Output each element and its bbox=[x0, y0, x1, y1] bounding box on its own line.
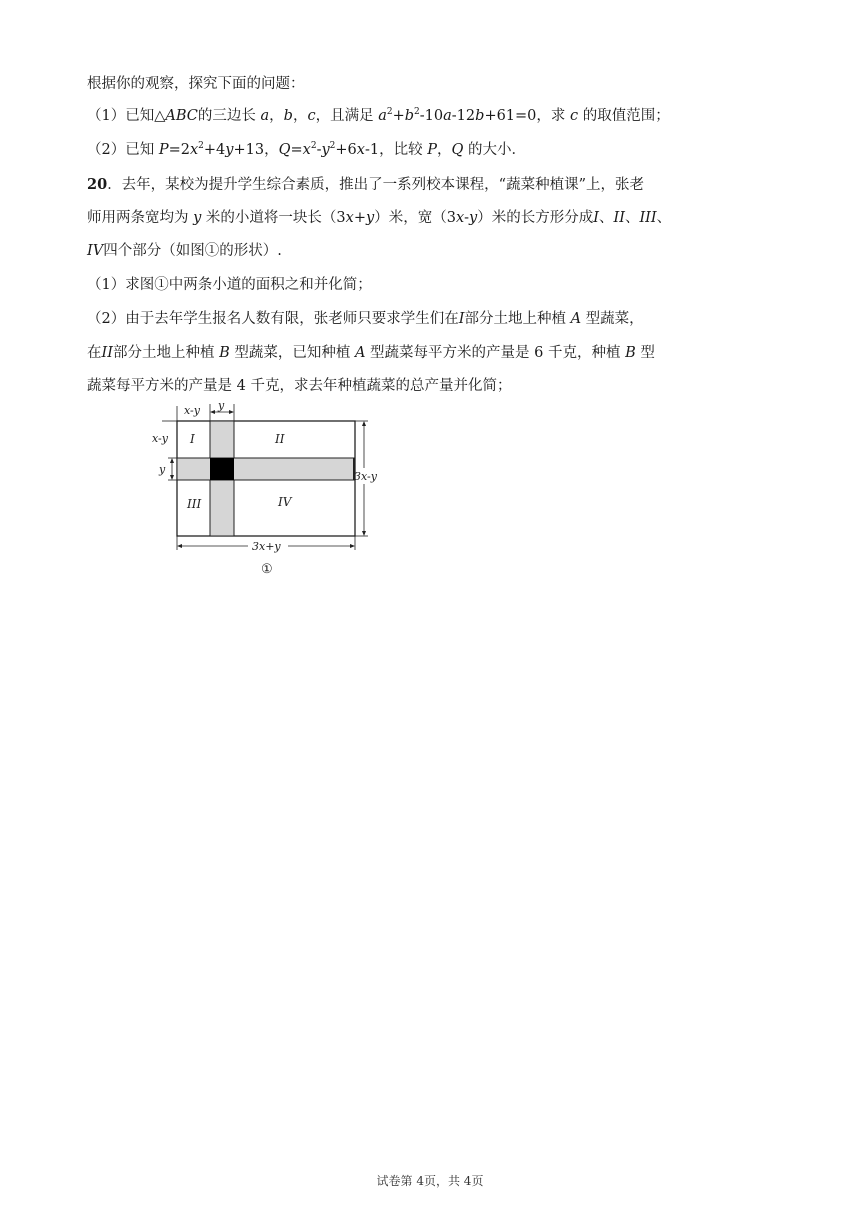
var-p: P bbox=[427, 142, 437, 158]
text: 的取值范围； bbox=[578, 108, 670, 124]
var-c: c bbox=[570, 108, 579, 124]
text: 型蔬菜，已知种植 bbox=[229, 345, 355, 361]
text: - bbox=[464, 210, 470, 226]
text: 四个部分（如图①的形状）. bbox=[103, 243, 282, 259]
region-ii-label: II bbox=[275, 432, 285, 446]
q20-part1: （1）求图①中两条小道的面积之和并化简； bbox=[87, 277, 372, 293]
region-label: III bbox=[639, 210, 657, 226]
horizontal-path bbox=[177, 458, 355, 480]
label-x-minus-y-left: x-y bbox=[152, 432, 168, 445]
text: 的三边长 bbox=[197, 108, 261, 124]
q19-part1 bbox=[87, 106, 670, 126]
part-number: （2） bbox=[87, 142, 126, 158]
var-b: b bbox=[404, 108, 415, 124]
text: ， bbox=[269, 108, 284, 124]
exponent: 2 bbox=[198, 141, 204, 151]
text: 师用两条宽均为 bbox=[87, 210, 194, 226]
label-y-top: y bbox=[218, 399, 225, 412]
var-a: a bbox=[378, 108, 387, 124]
region-label: I bbox=[458, 311, 465, 327]
text: ， bbox=[292, 108, 308, 124]
q20-part2-line3: 蔬菜每平方米的产量是 4 千克，求去年种植蔬菜的总产量并化简； bbox=[87, 378, 512, 394]
var-x: x bbox=[345, 210, 354, 226]
text: ）米，宽（3 bbox=[374, 210, 456, 226]
region-label: I bbox=[593, 210, 599, 226]
text: +6 bbox=[335, 142, 357, 158]
text: 米的小道将一块长（3 bbox=[201, 210, 346, 226]
text: +61=0 bbox=[484, 108, 537, 124]
var-p: P bbox=[158, 142, 169, 158]
var-x: x bbox=[356, 142, 365, 158]
exponent: 2 bbox=[329, 141, 336, 151]
figure-diagram bbox=[140, 398, 400, 583]
exponent: 2 bbox=[310, 141, 317, 151]
text: ，且满足 bbox=[315, 108, 379, 124]
region-label: IV bbox=[87, 243, 104, 259]
text: - bbox=[316, 142, 322, 158]
q20-part2-line1 bbox=[87, 309, 644, 329]
q20-line1 bbox=[87, 175, 644, 195]
q20-part2-line2 bbox=[87, 343, 655, 363]
region-iv-label: IV bbox=[278, 495, 292, 509]
text: 、 bbox=[656, 210, 672, 226]
var-q: Q bbox=[451, 142, 464, 158]
text: -12 bbox=[451, 108, 476, 124]
intro-text: 根据你的观察，探究下面的问题： bbox=[87, 76, 305, 92]
text: + bbox=[353, 210, 366, 226]
var-b: b bbox=[475, 108, 485, 124]
text: （2）由于去年学生报名人数有限，张老师只要求学生们在 bbox=[87, 311, 459, 327]
text: 、 bbox=[624, 210, 640, 226]
var-y: y bbox=[469, 210, 478, 226]
label-3x-minus-y: 3x-y bbox=[354, 470, 377, 483]
text: 的大小． bbox=[463, 142, 526, 158]
q20-line3 bbox=[87, 241, 282, 261]
region-label: II bbox=[613, 210, 625, 226]
text: =2 bbox=[168, 142, 190, 158]
type-b: B bbox=[219, 345, 230, 361]
intersection-square bbox=[210, 458, 234, 480]
triangle-abc: ABC bbox=[165, 108, 198, 124]
figure-caption: ① bbox=[261, 562, 273, 577]
var-x: x bbox=[455, 210, 465, 226]
var-y: y bbox=[193, 210, 202, 226]
text: 在 bbox=[87, 345, 102, 361]
var-c: c bbox=[307, 108, 316, 124]
type-a: A bbox=[570, 311, 582, 327]
var-a: a bbox=[443, 108, 452, 124]
text: 已知△ bbox=[125, 108, 166, 124]
var-y: y bbox=[366, 210, 375, 226]
text: 部分土地上种植 bbox=[112, 345, 220, 361]
text: 已知 bbox=[125, 142, 159, 158]
part-number: （1） bbox=[87, 108, 126, 124]
text: ）米的长方形分成 bbox=[477, 210, 594, 226]
text: = bbox=[290, 142, 303, 158]
var-b: b bbox=[283, 108, 293, 124]
exponent: 2 bbox=[386, 107, 393, 117]
text: 型 bbox=[635, 345, 655, 361]
region-i-label: I bbox=[190, 432, 195, 446]
text: 型蔬菜每平方米的产量是 6 千克，种植 bbox=[365, 345, 626, 361]
page-footer: 试卷第 4页，共 4页 bbox=[376, 1174, 484, 1188]
var-q: Q bbox=[278, 142, 291, 158]
label-3x-plus-y: 3x+y bbox=[252, 540, 281, 553]
var-x: x bbox=[189, 142, 199, 158]
q20-line2 bbox=[87, 208, 671, 228]
text: +4 bbox=[203, 142, 226, 158]
text: 部分土地上种植 bbox=[464, 311, 571, 327]
region-label: II bbox=[101, 345, 113, 361]
var-x: x bbox=[302, 142, 311, 158]
label-y-left: y bbox=[159, 463, 166, 476]
text: ．去年，某校为提升学生综合素质，推出了一系列校本课程，“蔬菜种植课”上，张老 bbox=[107, 177, 645, 193]
q19-part2 bbox=[87, 140, 526, 160]
text: ，求 bbox=[536, 108, 571, 124]
var-y: y bbox=[225, 142, 234, 158]
text: +13， bbox=[233, 142, 279, 158]
text: ， bbox=[436, 142, 452, 158]
label-x-minus-y-top: x-y bbox=[184, 404, 200, 417]
text: -10 bbox=[419, 108, 444, 124]
text: -1，比较 bbox=[364, 142, 428, 158]
exponent: 2 bbox=[414, 107, 420, 117]
var-a: a bbox=[260, 108, 270, 124]
text: 型蔬菜， bbox=[581, 311, 644, 327]
text: + bbox=[392, 108, 405, 124]
question-number: 20 bbox=[87, 176, 108, 193]
region-iii-label: III bbox=[187, 497, 202, 511]
type-a: A bbox=[354, 345, 366, 361]
text: 、 bbox=[598, 210, 614, 226]
type-b: B bbox=[625, 345, 636, 361]
var-y: y bbox=[321, 142, 330, 158]
